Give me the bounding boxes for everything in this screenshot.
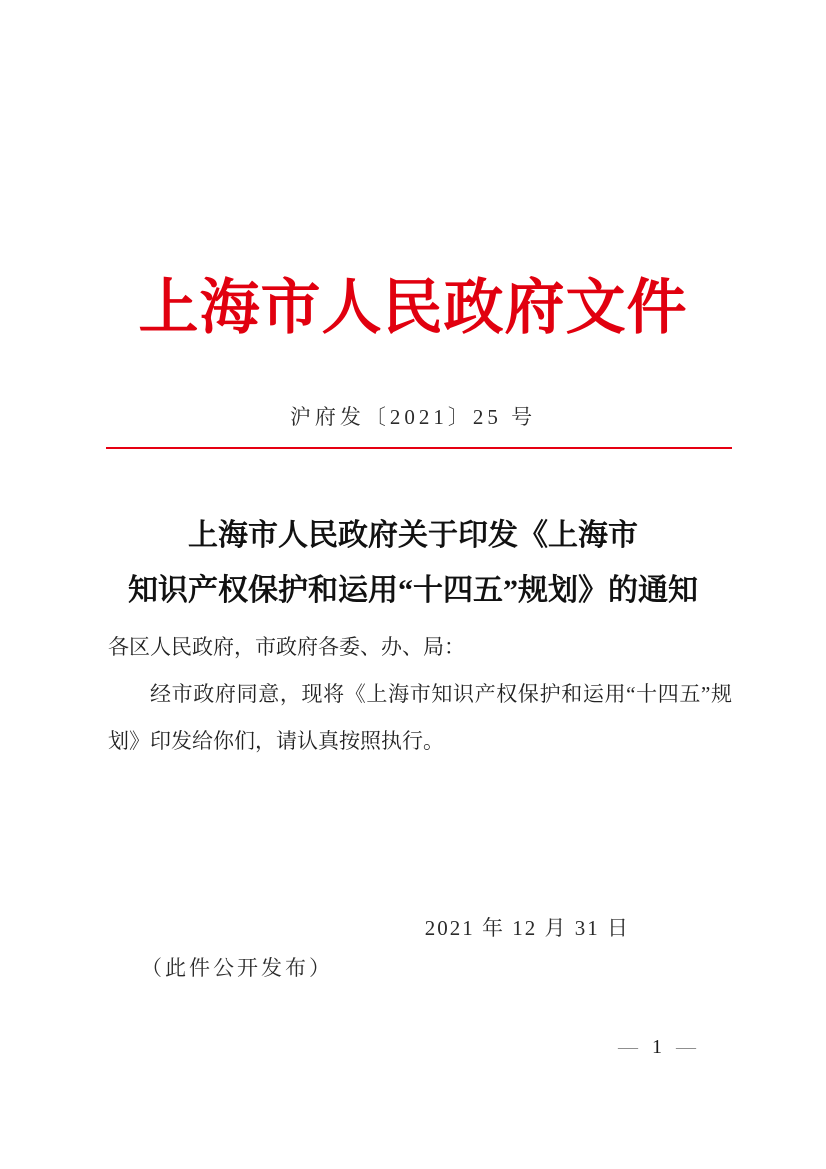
page-number bbox=[618, 1036, 696, 1059]
page-number-value: 1 bbox=[652, 1036, 662, 1058]
issue-date: 2021 年 12 月 31 日 bbox=[424, 916, 630, 940]
notice-body bbox=[108, 624, 732, 765]
notice-title-line1: 上海市人民政府关于印发《上海市 bbox=[188, 519, 638, 552]
red-divider-line bbox=[106, 447, 732, 449]
notice-title-line2: 知识产权保护和运用“十四五”规划》的通知 bbox=[128, 574, 698, 607]
salutation-line: 各区人民政府，市政府各委、办、局： bbox=[108, 635, 465, 659]
notice-title bbox=[80, 508, 746, 618]
document-number: 沪府发〔2021〕25 号 bbox=[289, 405, 537, 429]
body-paragraph: 经市政府同意，现将《上海市知识产权保护和运用“十四五”规划》印发给你们，请认真按照执行。 bbox=[108, 682, 732, 753]
page-number-dash-right: — bbox=[676, 1036, 696, 1058]
public-release-note: （此件公开发布） bbox=[141, 956, 333, 980]
page-number-dash-left: — bbox=[618, 1036, 638, 1058]
document-header-title: 上海市人民政府文件 bbox=[138, 273, 688, 343]
